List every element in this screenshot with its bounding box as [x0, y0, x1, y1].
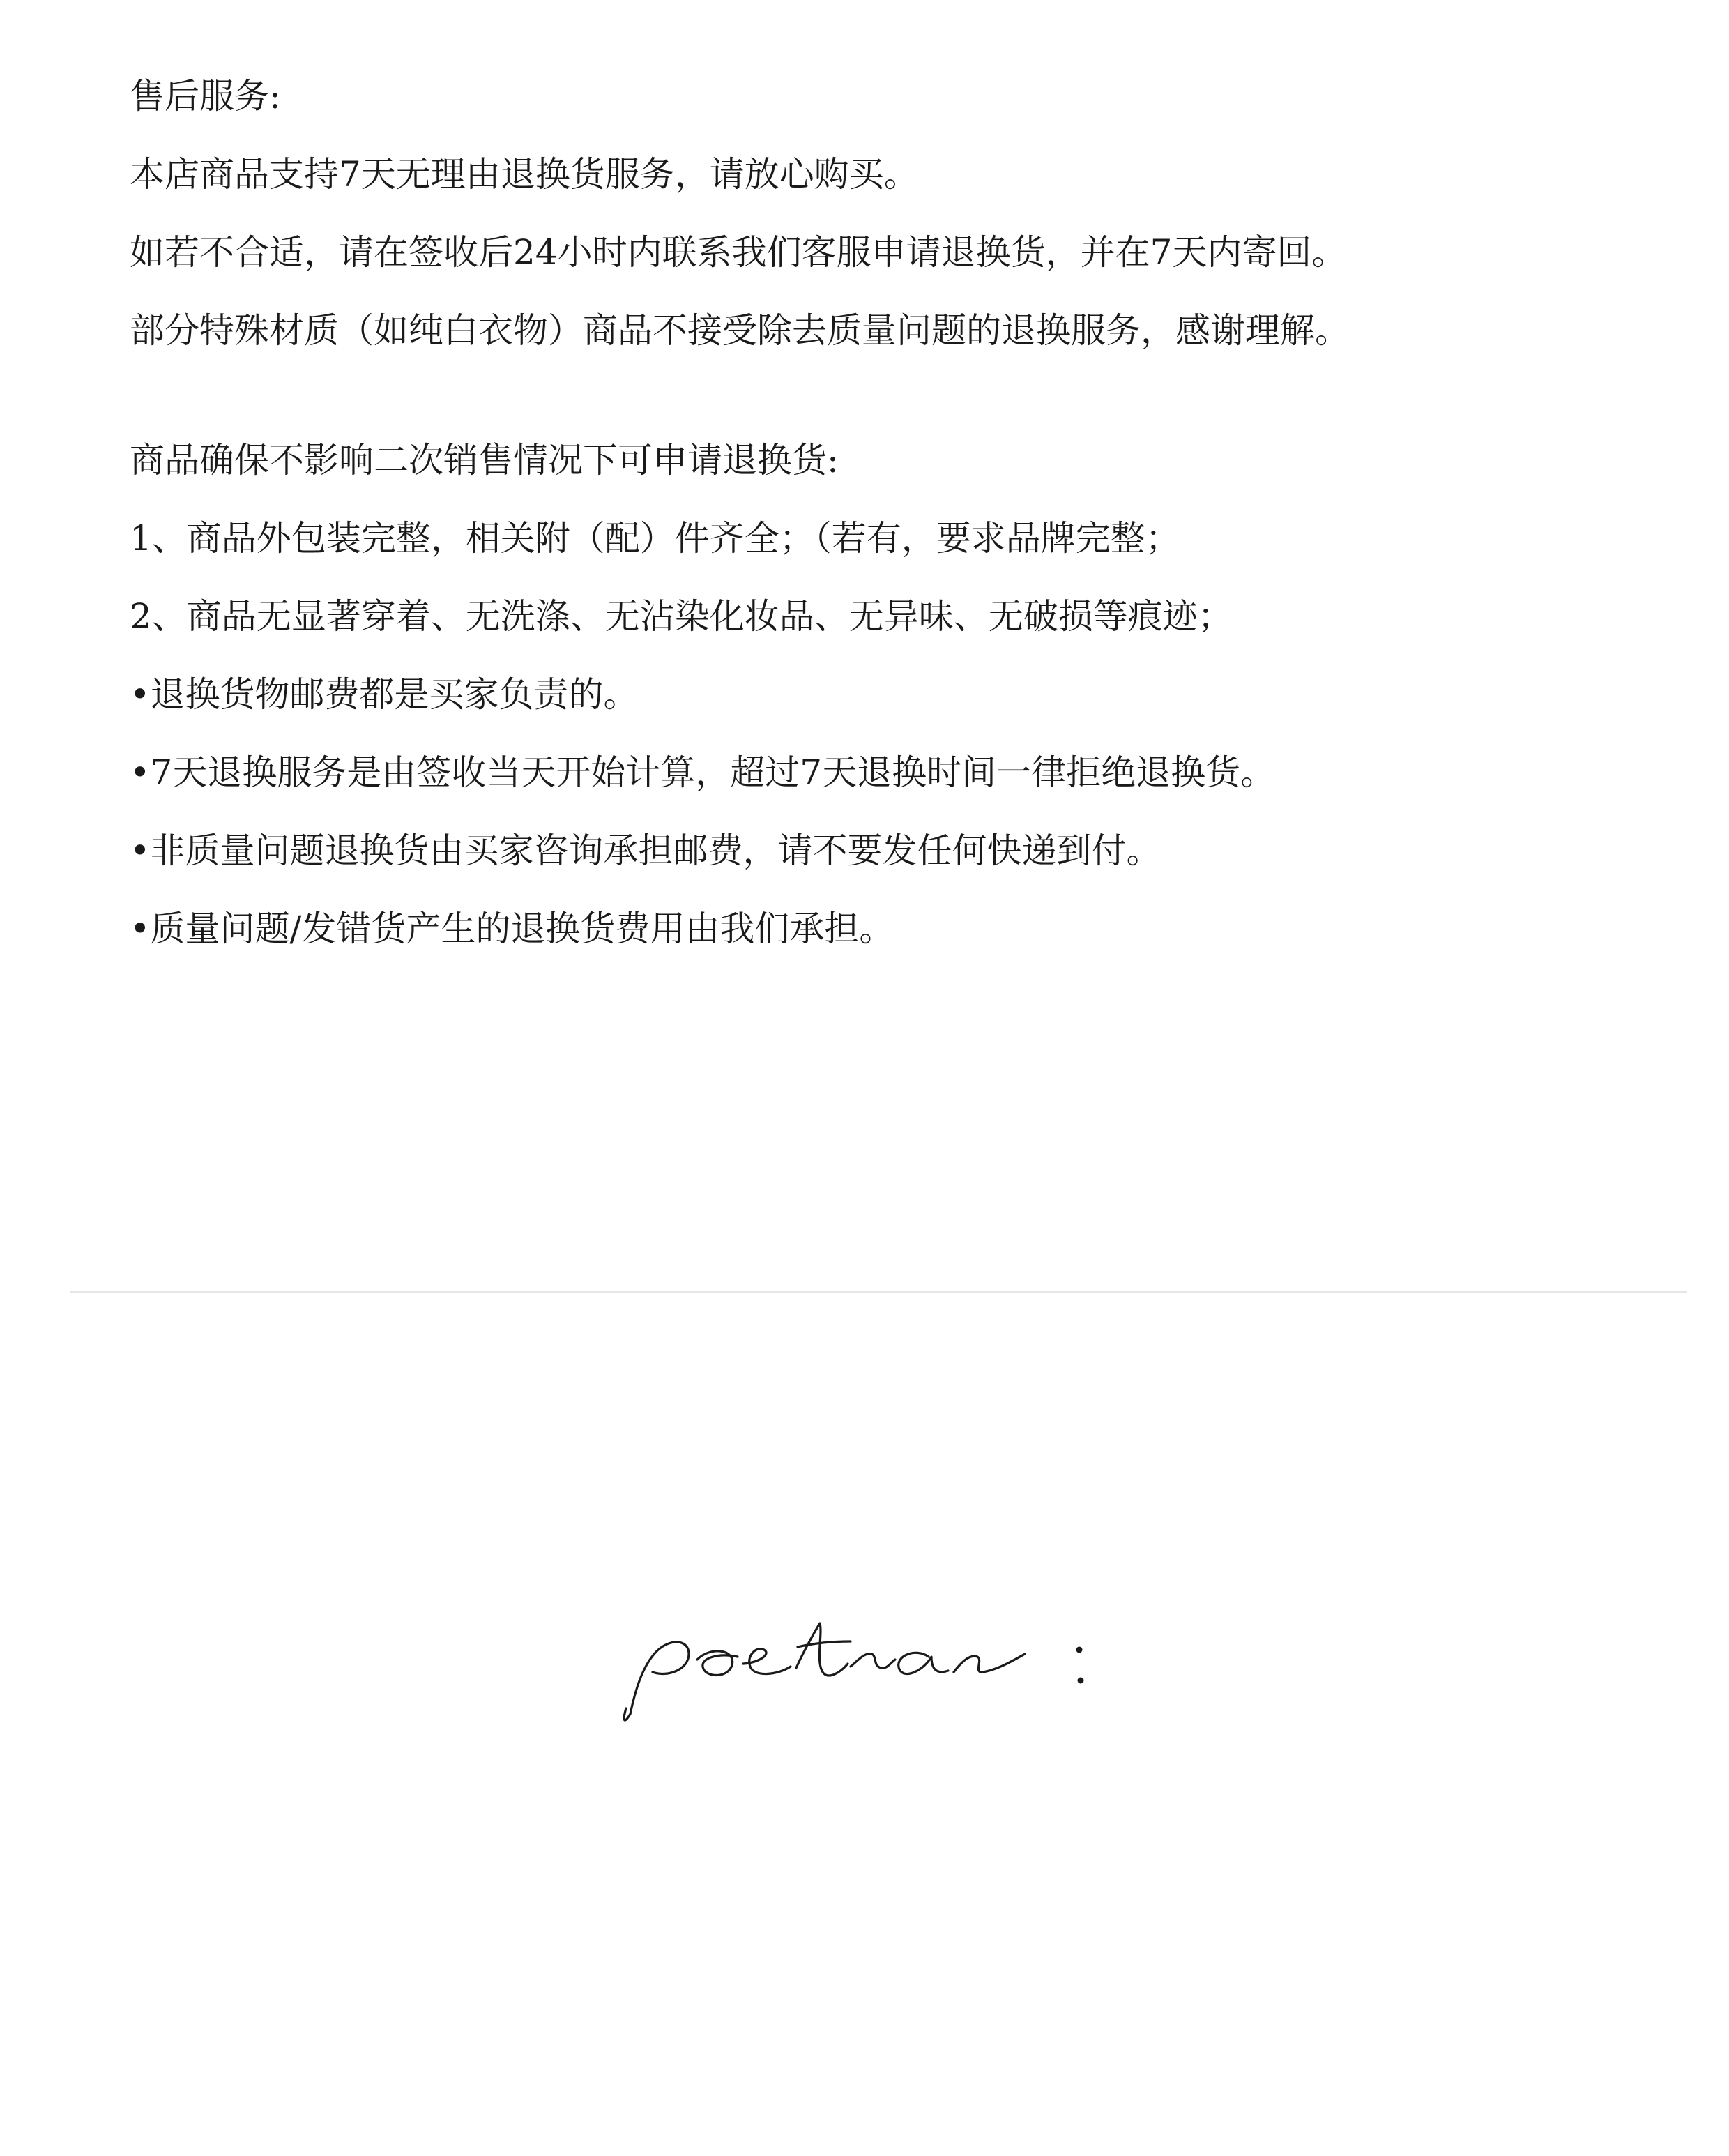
signature-logo	[614, 1611, 1129, 1736]
bullet-item: •非质量问题退换货由买家咨询承担邮费，请不要发任何快递到付。	[130, 830, 1161, 871]
after-sales-heading: 售后服务:	[130, 76, 281, 116]
after-sales-line: 部分特殊材质（如纯白衣物）商品不接受除去质量问题的退换服务，感谢理解。	[130, 310, 1350, 351]
conditions-heading: 商品确保不影响二次销售情况下可申请退换货:	[130, 440, 839, 480]
condition-item: 2、商品无显著穿着、无洗涤、无沾染化妆品、无异味、无破损等痕迹；	[130, 596, 1233, 637]
bullet-item: •质量问题/发错货产生的退换货费用由我们承担。	[130, 909, 894, 949]
bullet-item: •7天退换服务是由签收当天开始计算，超过7天退换时间一律拒绝退换货。	[130, 752, 1276, 793]
after-sales-line: 本店商品支持7天无理由退换货服务，请放心购买。	[130, 154, 919, 195]
section-divider	[70, 1291, 1687, 1293]
after-sales-section	[130, 57, 1350, 370]
bullet-item: •退换货物邮费都是买家负责的。	[130, 674, 639, 715]
return-conditions-section	[130, 421, 1275, 968]
condition-item: 1、商品外包装完整，相关附（配）件齐全；（若有，要求品牌完整；	[130, 518, 1180, 559]
after-sales-line: 如若不合适，请在签收后24小时内联系我们客服申请退换货，并在7天内寄回。	[130, 232, 1347, 273]
